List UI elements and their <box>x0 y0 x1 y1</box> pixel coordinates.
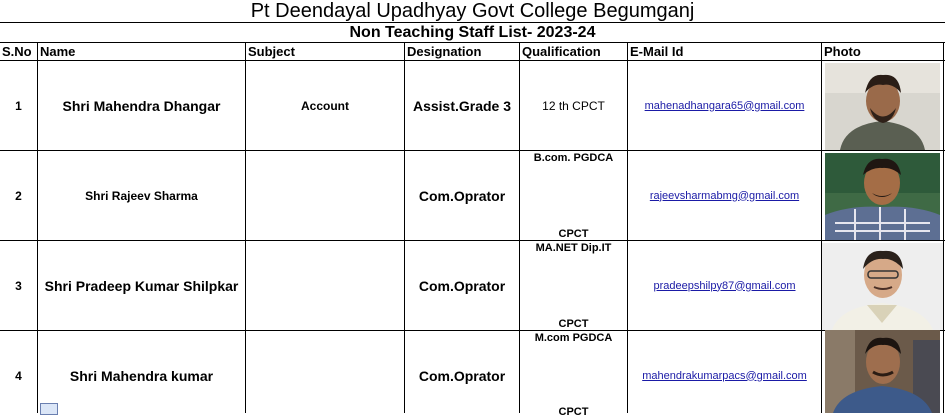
col-header-photo: Photo <box>824 44 861 59</box>
staff-name: Shri Mahendra kumar <box>69 367 214 384</box>
staff-designation: Com.Oprator <box>418 187 506 204</box>
staff-qualification: MA.NET Dip.IT <box>535 242 612 254</box>
staff-qualification: 12 th CPCT <box>542 98 605 113</box>
col-header-name: Name <box>40 44 76 59</box>
staff-list-title: Non Teaching Staff List- 2023-24 <box>349 24 596 41</box>
staff-qualification: M.com PGDCA <box>534 332 613 344</box>
staff-photo <box>822 243 943 330</box>
staff-email-link[interactable]: rajeevsharmabmg@gmail.com <box>649 189 800 202</box>
staff-name: Shri Rajeev Sharma <box>85 188 198 203</box>
staff-qualification-cpct: CPCT <box>558 318 589 330</box>
col-header-email: E-Mail Id <box>630 44 684 59</box>
staff-email-link[interactable]: mahenadhangara65@gmail.com <box>644 99 805 112</box>
staff-designation: Com.Oprator <box>418 367 506 384</box>
staff-designation: Assist.Grade 3 <box>412 97 512 114</box>
staff-designation: Com.Oprator <box>418 277 506 294</box>
staff-photo <box>825 330 940 413</box>
grid-line <box>821 42 822 413</box>
grid-line <box>0 22 945 23</box>
staff-qualification: B.com. PGDCA <box>533 152 614 164</box>
col-header-designation: Designation <box>407 44 482 59</box>
col-header-subject: Subject <box>248 44 295 59</box>
embedded-object-icon[interactable] <box>40 403 58 415</box>
staff-qualification-cpct: CPCT <box>558 228 589 240</box>
table-row-sno: 4 <box>15 368 22 383</box>
staff-photo <box>825 63 940 150</box>
staff-name: Shri Mahendra Dhangar <box>62 97 221 114</box>
grid-line <box>943 42 944 413</box>
college-title: Pt Deendayal Upadhyay Govt College Begumganj <box>250 0 695 22</box>
table-row-sno: 1 <box>15 98 22 113</box>
table-row-sno: 3 <box>15 278 22 293</box>
staff-name: Shri Pradeep Kumar Shilpkar <box>44 277 239 294</box>
staff-email-link[interactable]: pradeepshilpy87@gmail.com <box>653 279 796 292</box>
staff-qualification-cpct: CPCT <box>558 406 589 418</box>
staff-email-link[interactable]: mahendrakumarpacs@gmail.com <box>642 369 807 382</box>
staff-subject: Account <box>301 98 349 113</box>
staff-photo <box>825 153 940 240</box>
table-row-sno: 2 <box>15 188 22 203</box>
col-header-sno: S.No <box>2 44 32 59</box>
col-header-qualification: Qualification <box>522 44 601 59</box>
